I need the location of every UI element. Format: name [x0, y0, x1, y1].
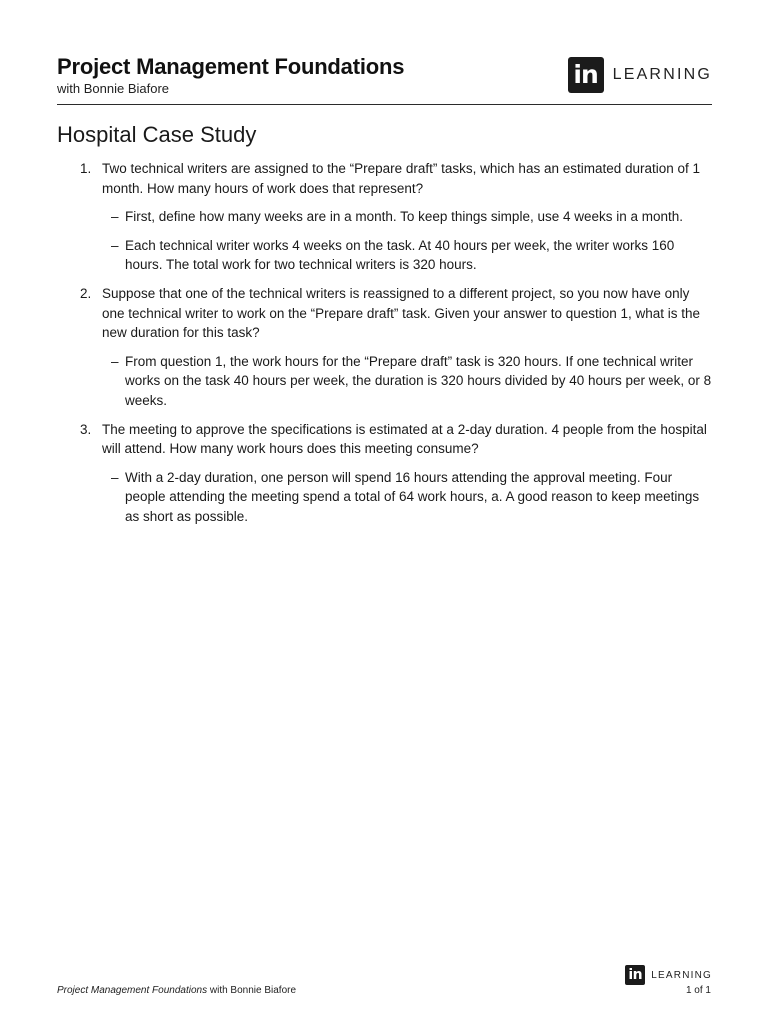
answer-list — [102, 207, 712, 275]
question-item — [57, 284, 712, 411]
answer-item — [102, 468, 712, 527]
answer-text: First, define how many weeks are in a month. To keep things simple, use 4 weeks in a month. — [125, 209, 684, 225]
question-list — [57, 159, 712, 527]
answer-text: Each technical writer works 4 weeks on the task. At 40 hours per week, the writer works 160 hours. The total work for two technical writers is 320 hours. — [125, 237, 675, 273]
footer-credit — [57, 985, 296, 996]
page-number: 1 of 1 — [685, 985, 711, 996]
question-number: 2. — [80, 285, 92, 301]
linkedin-icon: in — [625, 965, 645, 985]
question-number: 1. — [80, 161, 92, 176]
document-header — [57, 52, 712, 105]
section-title: Hospital Case Study — [57, 122, 257, 147]
question-number: 3. — [80, 421, 92, 437]
answer-list — [102, 468, 712, 527]
answer-list — [102, 352, 712, 411]
footer-course-title: Project Management Foundations — [57, 985, 208, 996]
question-item — [57, 159, 712, 275]
question-text: The meeting to approve the specifications is estimated at a 2-day duration. 4 people from the hospital will attend. How many work hours does this meeting consume? — [102, 421, 707, 457]
answer-item — [102, 207, 712, 227]
document-body — [57, 159, 712, 536]
question-text: Suppose that one of the technical writers is reassigned to a different project, so you now have only one technical writer to work on the “Prepare draft” task. Given your answer to question 1, what is the new duration for this task? — [102, 285, 701, 341]
answer-item — [102, 352, 712, 411]
learning-wordmark: LEARNING — [651, 969, 712, 981]
question-item — [57, 420, 712, 527]
answer-bullet: – — [111, 209, 119, 225]
question-text: Two technical writers are assigned to the “Prepare draft” tasks, which has an estimated duration of 1 month. How many hours of work does that represent? — [102, 161, 701, 196]
answer-bullet: – — [111, 353, 119, 369]
learning-wordmark: LEARNING — [612, 66, 712, 83]
answer-bullet: – — [111, 469, 119, 485]
footer-linkedin-learning-logo — [625, 965, 712, 985]
answer-text: With a 2-day duration, one person will spend 16 hours attending the approval meeting. Four people attending the meeting spend a total of 64 work hours, a. A good reason to keep meetings as short as possible. — [125, 469, 700, 524]
course-author: with Bonnie Biafore — [57, 81, 170, 96]
course-title: Project Management Foundations — [57, 54, 405, 79]
linkedin-learning-logo — [568, 57, 712, 93]
linkedin-icon: in — [568, 57, 604, 93]
footer-author: with Bonnie Biafore — [207, 985, 297, 996]
answer-text: From question 1, the work hours for the “Prepare draft” task is 320 hours. If one technical writer works on the task 40 hours per week, the duration is 320 hours divided by 40 hours per week, or 8 weeks. — [125, 353, 712, 408]
answer-item — [102, 236, 712, 275]
answer-bullet: – — [111, 237, 119, 253]
